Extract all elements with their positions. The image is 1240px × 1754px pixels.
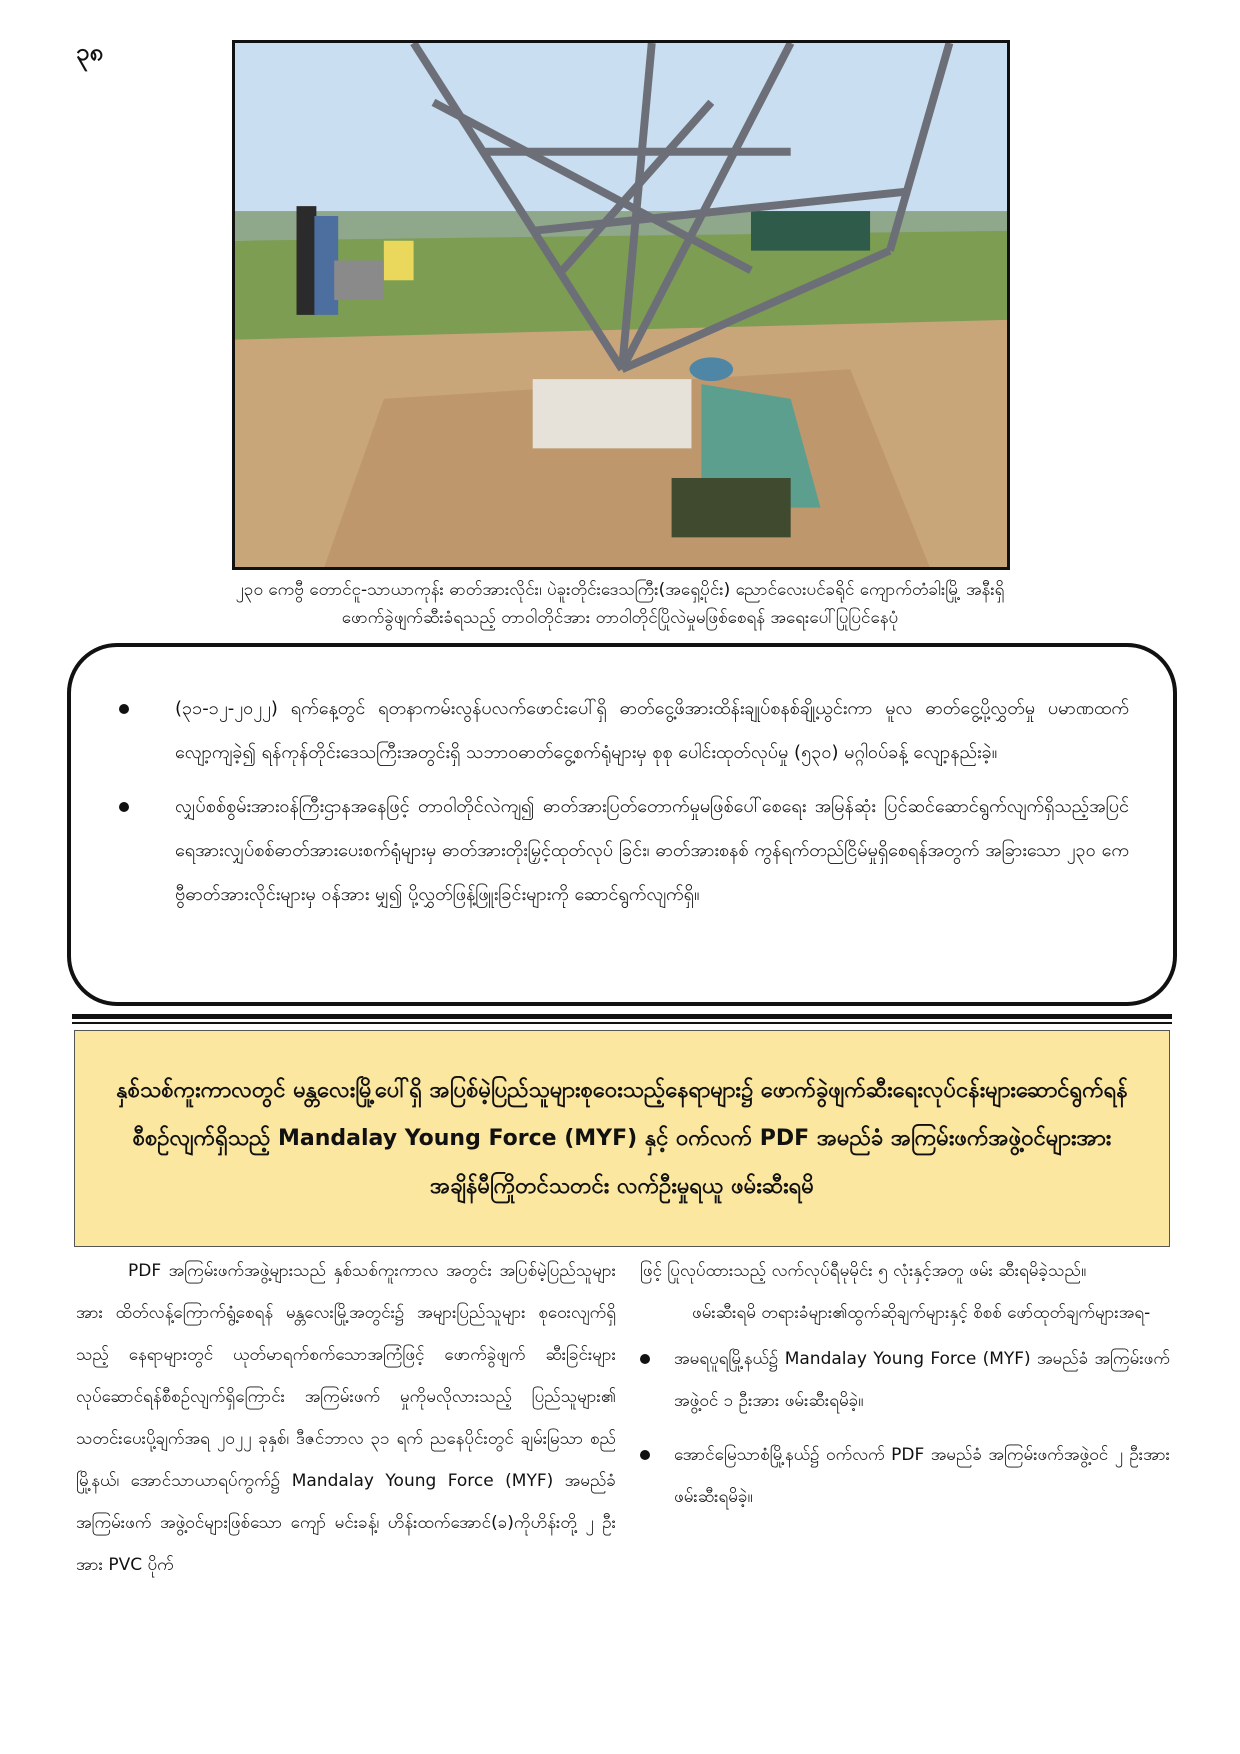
info-item [115, 687, 1129, 775]
photo-illustration [235, 43, 1007, 567]
arrest-item [640, 1434, 1170, 1518]
divider-thick [72, 1014, 1172, 1019]
pylon-repair-photo [232, 40, 1010, 570]
info-item-text: (၃၁-၁၂-၂၀၂၂) ရက်နေ့တွင် ရတနာကမ်းလွန်ပလက်ဖောင်းပေါ်ရှိ ဓာတ်ငွေ့ဖိအားထိန်းချုပ်စနစ်ချို့ယွင်းကာ မူလ ဓာတ်ငွေ့ပို့လွှတ်မှု ပမာဏထက်လျော့ကျခဲ့၍ ရန်ကုန်တိုင်းဒေသကြီးအတွင်းရှိ သဘာဝဓာတ်ငွေ့စက်ရုံများမှ စုစု ပေါင်းထုတ်လုပ်မှု (၅၃၀) မဂ္ဂါဝပ်ခန့် လျော့နည်းခဲ့။ [175, 698, 1129, 763]
arrest-list [640, 1338, 1170, 1518]
generator [334, 261, 384, 301]
caption-line-1: ၂၃၀ ကေဗွီ တောင်ငူ-သာယာကုန်း ဓာတ်အားလိုင်း၊ ပဲခူးတိုင်းဒေသကြီး(အရှေ့ပိုင်း) ညောင်လေးပင်ခရိုင် ကျောက်တံခါးမြို့ အနီးရှိ [235, 580, 1005, 600]
person-left [297, 206, 317, 315]
worker-cap [689, 357, 733, 381]
headline-box [74, 1030, 1170, 1247]
photo-caption [60, 576, 1180, 632]
page-number: ၃၈ [76, 38, 104, 66]
tractor [751, 211, 870, 251]
article-right-column [640, 1250, 1170, 1530]
article-paragraph: PDF အကြမ်းဖက်အဖွဲ့များသည် နှစ်သစ်ကူးကာလ အတွင်း အပြစ်မဲ့ပြည်သူများအား ထိတ်လန့်ကြောက်ရွံ့စေရန် မန္တလေးမြို့အတွင်း၌ အများပြည်သူများ စုဝေးလျက်ရှိသည့် နေရာများတွင် ယုတ်မာရက်စက်သောအကြံဖြင့် ဖောက်ခွဲဖျက် ဆီးခြင်းများ လုပ်ဆောင်ရန်စီစဉ်လျက်ရှိကြောင်း အကြမ်းဖက် မှုကိုမလိုလားသည့် ပြည်သူများ၏ သတင်းပေးပို့ချက်အရ ၂၀၂၂ ခုနှစ်၊ ဒီဇင်ဘာလ ၃၁ ရက် ညနေပိုင်းတွင် ချမ်းမြသာ စည်မြို့နယ်၊ အောင်သာယာရပ်ကွက်၌ Mandalay Young Force (MYF) အမည်ခံအကြမ်းဖက် အဖွဲ့ဝင်များဖြစ်သော ကျော် မင်းခန့်၊ ဟိန်းထက်အောင်(ခ)ကိုဟိန်းတို့ ၂ ဦးအား PVC ပိုက် [76, 1261, 616, 1575]
bullet-icon [640, 1354, 650, 1364]
arrest-item-text: အမရပူရမြို့နယ်၌ Mandalay Young Force (MYF) အမည်ခံ အကြမ်းဖက်အဖွဲ့ဝင် ၁ ဦးအား ဖမ်းဆီးရမိခဲ့။ [674, 1349, 1170, 1411]
article-left-column [76, 1250, 616, 1586]
info-item-text: လျှပ်စစ်စွမ်းအားဝန်ကြီးဌာနအနေဖြင့် တာဝါတိုင်လဲကျ၍ ဓာတ်အားပြတ်တောက်မှုမဖြစ်ပေါ်စေရေး အမြန်ဆုံး ပြင်ဆင်ဆောင်ရွက်လျက်ရှိသည့်အပြင် ရေအားလျှပ်စစ်ဓာတ်အားပေးစက်ရုံများမှ ဓာတ်အားတိုးမြှင့်ထုတ်လုပ် ခြင်း၊ ဓာတ်အားစနစ် ကွန်ရက်တည်ငြိမ်မှုရှိစေရန်အတွက် အခြားသော ၂၃၀ ကေဗွီဓာတ်အားလိုင်းများမှ ဝန်အား မျှ၍ ပို့လွှတ်ဖြန့်ဖြူးခြင်းများကို ဆောင်ရွက်လျက်ရှိ။ [175, 796, 1129, 905]
info-box [67, 643, 1177, 1006]
concrete-rubble [533, 379, 692, 448]
worker-legs [672, 478, 791, 537]
info-list [115, 687, 1129, 917]
headline: နှစ်သစ်ကူးကာလတွင် မန္တလေးမြို့ပေါ်ရှိ အပြစ်မဲ့ပြည်သူများစုဝေးသည့်နေရာများ၌ ဖောက်ခွဲဖျက်ဆီးရေးလုပ်ငန်းများဆောင်ရွက်ရန် စီစဉ်လျက်ရှိသည့် Mandalay Young Force (MYF) နှင့် ဝက်လက် PDF အမည်ခံ အကြမ်းဖက်အဖွဲ့ဝင်များအား အချိန်မီကြိုတင်သတင်း လက်ဦးမှုရယူ ဖမ်းဆီးရမိ [116, 1077, 1128, 1199]
info-item [115, 785, 1129, 917]
arrest-item-text: အောင်မြေသာစံမြို့နယ်၌ ဝက်လက် PDF အမည်ခံ အကြမ်းဖက်အဖွဲ့ဝင် ၂ ဦးအား ဖမ်းဆီးရမိခဲ့။ [674, 1445, 1170, 1507]
arrest-item [640, 1338, 1170, 1422]
bullet-icon [640, 1450, 650, 1460]
bullet-icon [119, 704, 129, 714]
article-paragraph: ဖြင့် ပြုလုပ်ထားသည့် လက်လုပ်ရီမုမိုင်း ၅ လုံးနှင့်အတူ ဖမ်း ဆီးရမိခဲ့သည်။ [640, 1261, 1087, 1281]
caption-line-2: ဖောက်ခွဲဖျက်ဆီးခံရသည့် တာဝါတိုင်အား တာဝါတိုင်ပြိုလဲမှုမဖြစ်စေရန် အရေးပေါ်ပြုပြင်နေပုံ [341, 608, 899, 628]
bullet-icon [119, 802, 129, 812]
person-yellow [384, 241, 414, 281]
article-paragraph: ဖမ်းဆီးရမိ တရားခံများ၏ထွက်ဆိုချက်များနှင့် စိစစ် ဖော်ထုတ်ချက်များအရ- [692, 1303, 1151, 1323]
divider-thin [72, 1022, 1172, 1024]
